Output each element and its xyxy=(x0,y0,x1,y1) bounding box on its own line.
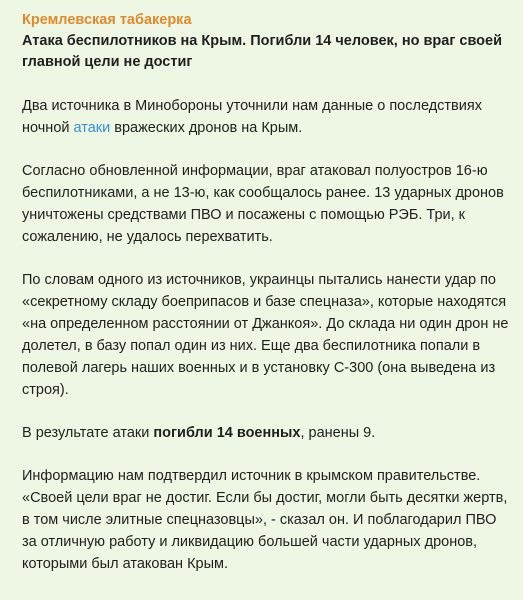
attack-link[interactable]: атаки xyxy=(73,120,111,136)
message-headline: Атака беспилотников на Крым. Погибли 14 человек, но враг своей главной цели не достиг xyxy=(22,33,503,70)
paragraph-text: вражеских дронов на Крым. xyxy=(110,120,303,136)
paragraph-update: Согласно обновленной информации, враг атаковал полуостров 16-ю беспилотниками, а не 13-ю, как сообщалось ранее. 13 ударных дронов уничтожены средствами ПВО и посажены с помощью РЭБ. Три, к сожалению, не удалось перехватить. xyxy=(22,163,504,245)
paragraph-text: , ранены 9. xyxy=(300,425,376,441)
paragraph-text: В результате атаки xyxy=(22,425,154,441)
paragraph-casualties xyxy=(22,422,509,444)
paragraph-sources xyxy=(22,95,509,139)
paragraph-text: Два источника в Минобороны уточнили нам данные о последствиях ночной xyxy=(22,98,482,136)
channel-name[interactable]: Кремлевская табакерка xyxy=(22,12,192,28)
paragraph-confirmation: Информацию нам подтвердил источник в крымском правительстве. «Своей цели враг не достиг. Если бы достиг, могли быть десятки жертв, в том числе элитные спецназовцы», - сказал он. И поблагодарил ПВО за отличную работу и ликвидацию большей части ударных дронов, которыми был атакован Крым. xyxy=(22,468,508,572)
casualties-bold: погибли 14 военных xyxy=(153,425,301,441)
paragraph-targets: По словам одного из источников, украинцы пытались нанести удар по «секретному складу боеприпасов и базе спецназа», которые находятся «на определенном расстоянии от Джанкоя». До склада ни один дрон не долетел, в базу попал один из них. Еще два беспилотника попали в полевой лагерь наших военных и в установку С-300 (она выведена из строя). xyxy=(22,272,509,398)
